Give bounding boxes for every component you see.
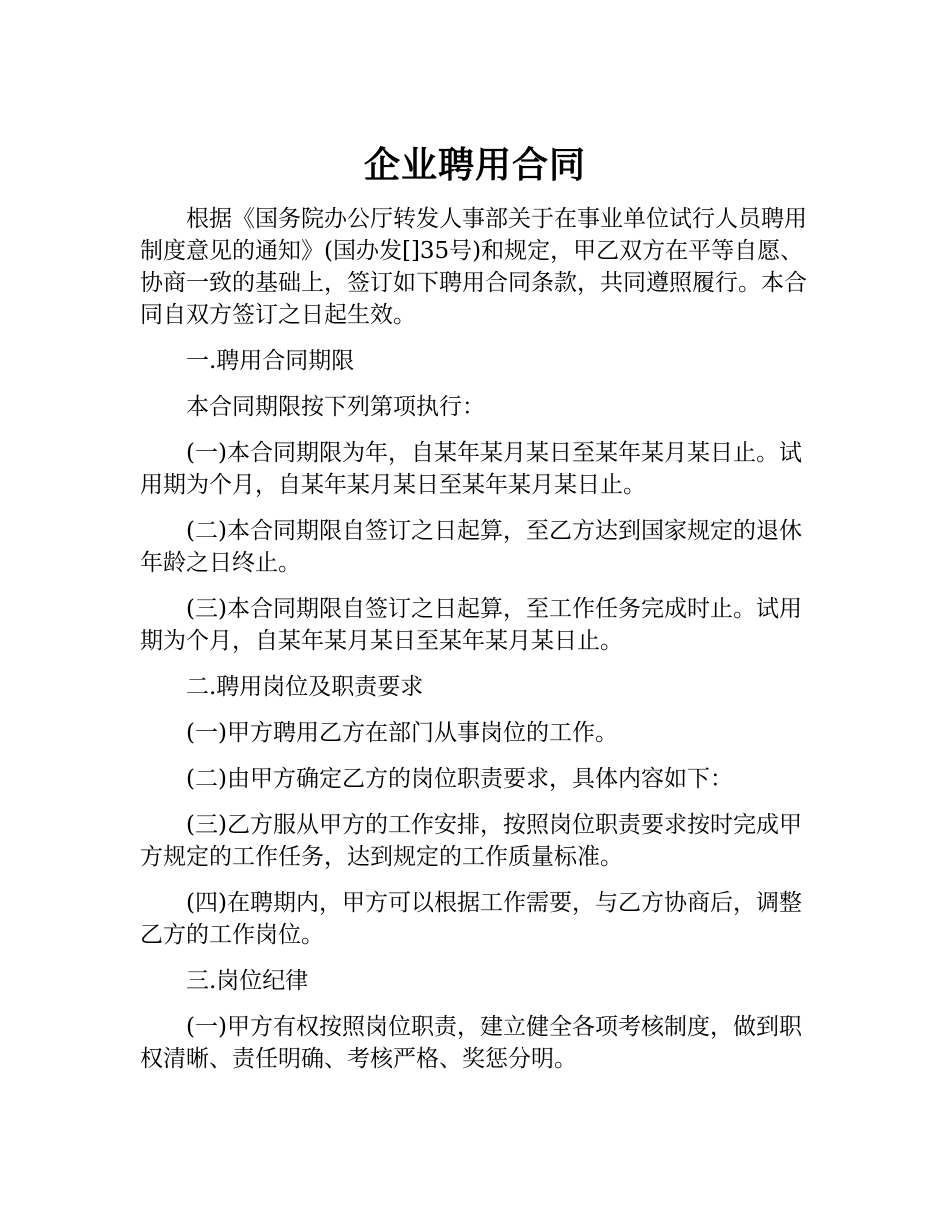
position-item-1: (一)甲方聘用乙方在部门从事岗位的工作。 <box>186 720 618 746</box>
position-item-3: (三)乙方服从甲方的工作安排，按照岗位职责要求按时完成甲方规定的工作任务，达到规定的工作质量标准。 <box>140 812 802 870</box>
section-heading-discipline: 三.岗位纪律 <box>186 968 309 994</box>
document-title: 企业聘用合同 <box>363 145 586 187</box>
term-item-3: (三)本合同期限自签订之日起算，至工作任务完成时止。试用期为个月，自某年某月某日至某年某月某日止。 <box>140 596 802 654</box>
section-heading-position: 二.聘用岗位及职责要求 <box>186 674 424 700</box>
position-item-4: (四)在聘期内，甲方可以根据工作需要，与乙方协商后，调整乙方的工作岗位。 <box>140 890 802 948</box>
intro-paragraph: 根据《国务院办公厅转发人事部关于在事业单位试行人员聘用制度意见的通知》(国办发[]35号)和规定，甲乙双方在平等自愿、协商一致的基础上，签订如下聘用合同条款，共同遵照履行。本合同自双方签订之日起生效。 <box>140 206 807 328</box>
document-body <box>140 203 820 1089</box>
position-item-2: (二)由甲方确定乙方的岗位职责要求，具体内容如下： <box>186 766 733 792</box>
term-item-1: (一)本合同期限为年，自某年某月某日至某年某月某日止。试用期为个月，自某年某月某日至某年某月某日止。 <box>140 440 802 498</box>
discipline-item-1: (一)甲方有权按照岗位职责，建立健全各项考核制度，做到职权清晰、责任明确、考核严格、奖惩分明。 <box>140 1014 802 1072</box>
term-intro-paragraph: 本合同期限按下列第项执行： <box>186 394 485 420</box>
term-item-2: (二)本合同期限自签订之日起算，至乙方达到国家规定的退休年龄之日终止。 <box>140 518 802 576</box>
section-heading-term: 一.聘用合同期限 <box>186 348 355 374</box>
